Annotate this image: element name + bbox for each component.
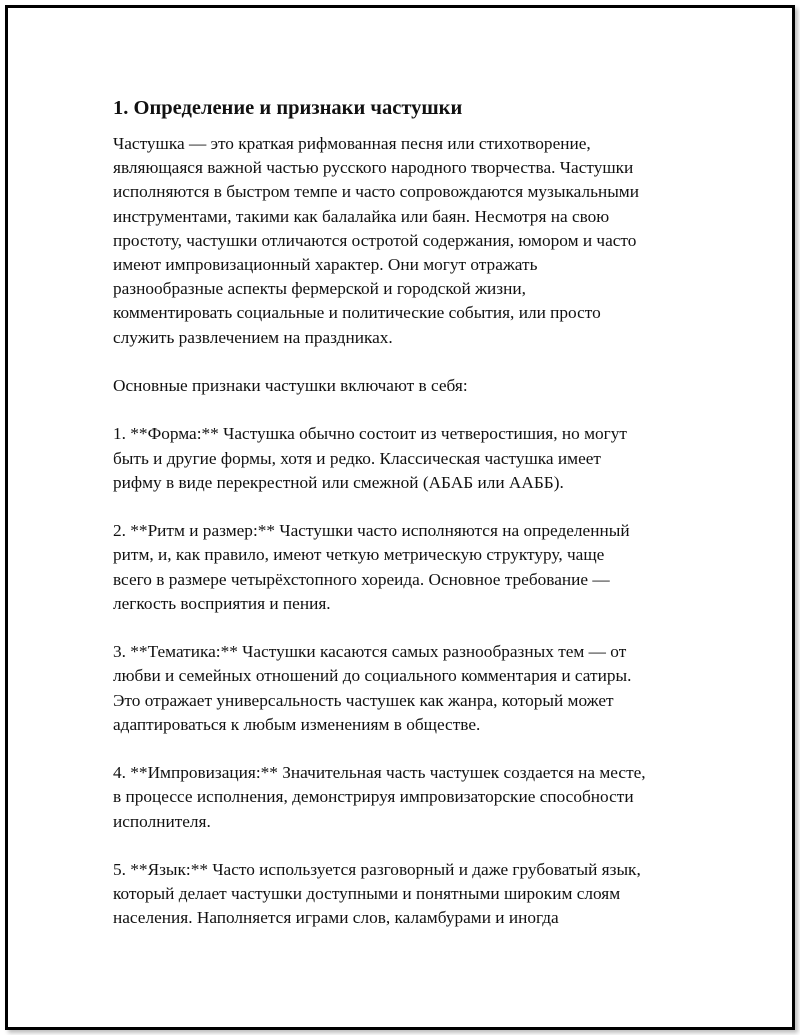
text-line: который делает частушки доступными и понятными широким слоям (113, 884, 621, 904)
text-line: быть и другие формы, хотя и редко. Классическая частушка имеет (113, 448, 601, 468)
text-line: являющаяся важной частью русского народного творчества. Частушки (113, 158, 634, 178)
text-line: 4. **Импровизация:** Значительная часть частушек создается на месте, (113, 763, 646, 783)
text-line: имеют импровизационный характер. Они могут отражать (113, 255, 538, 275)
text-line: населения. Наполняется играми слов, каламбурами и иногда (113, 908, 559, 928)
text-line: исполняются в быстром темпе и часто сопровождаются музыкальными (113, 182, 639, 202)
text-line: любви и семейных отношений до социального комментария и сатиры. (113, 666, 632, 686)
text-line: 5. **Язык:** Часто используется разговорный и даже грубоватый язык, (113, 860, 641, 879)
text-line: 3. **Тематика:** Частушки касаются самых разнообразных тем — от (113, 642, 627, 662)
text-line: инструментами, такими как балалайка или баян. Несмотря на свою (113, 206, 610, 226)
text-line: простоту, частушки отличаются остротой содержания, юмором и часто (113, 230, 637, 250)
section-title: 1. Определение и признаки частушки (113, 97, 463, 119)
text-line: адаптироваться к любым изменениям в обществе. (113, 714, 481, 734)
text-line: в процессе исполнения, демонстрируя импровизаторские способности (113, 787, 634, 807)
text-line: всего в размере четырёхстопного хореида. Основное требование — (113, 569, 610, 589)
paragraph-feature-rhythm (113, 519, 703, 616)
text-line: разнообразные аспекты фермерской и городской жизни, (113, 279, 526, 299)
paragraph-features-intro (113, 374, 703, 398)
text-line: 1. **Форма:** Частушка обычно состоит из четверостишия, но могут (113, 424, 627, 444)
document-body (113, 94, 703, 955)
text-line: исполнителя. (113, 811, 211, 831)
text-line: Основные признаки частушки включают в себя: (113, 376, 468, 396)
paragraph-feature-improvisation (113, 761, 703, 834)
paragraph-intro (113, 132, 703, 350)
paragraph-feature-themes (113, 640, 703, 737)
text-line: рифму в виде перекрестной или смежной (АБАБ или ААББ). (113, 472, 564, 492)
text-line: служить развлечением на праздниках. (113, 327, 393, 347)
text-line: Это отражает универсальность частушек как жанра, который может (113, 690, 614, 710)
paragraph-feature-language (113, 858, 703, 931)
text-line: 2. **Ритм и размер:** Частушки часто исполняются на определенный (113, 521, 630, 541)
text-line: Частушка — это краткая рифмованная песня или стихотворение, (113, 134, 591, 153)
text-line: комментировать социальные и политические события, или просто (113, 303, 601, 323)
paragraph-feature-form (113, 422, 703, 495)
text-line: ритм, и, как правило, имеют четкую метрическую структуру, чаще (113, 545, 605, 565)
text-line: легкость восприятия и пения. (113, 593, 331, 613)
